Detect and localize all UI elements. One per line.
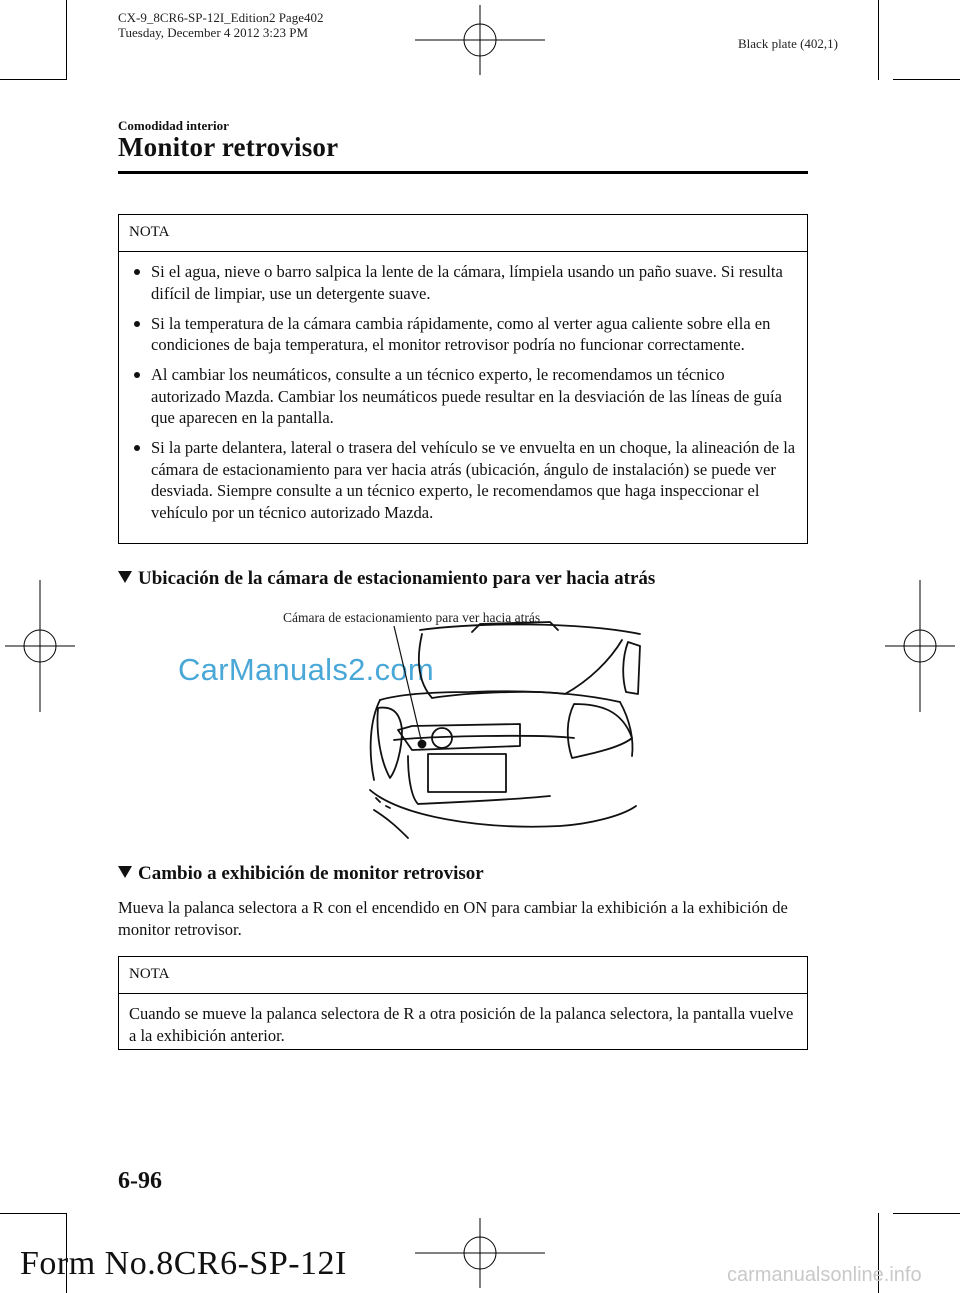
print-slug xyxy=(118,10,323,40)
note-bullet: Si la parte delantera, lateral o trasera del vehículo se ve envuelta en un choque, la alineación de la cámara de estacionamiento para ver hacia atrás (ubicación, ángulo de instalación) se puede ver desviada. Siempre consulte a un técnico experto, le recomendamos que haga inspeccionar el vehículo por un técnico autorizado Mazda. xyxy=(129,437,797,523)
page-title: Monitor retrovisor xyxy=(118,132,339,162)
title-rule xyxy=(118,171,808,174)
bullet-icon xyxy=(134,321,140,327)
plate-label: Black plate (402,1) xyxy=(738,36,838,51)
note-label: NOTA xyxy=(119,215,807,252)
note-body xyxy=(119,252,807,531)
bullet-icon xyxy=(134,269,140,275)
slug-line-2: Tuesday, December 4 2012 3:23 PM xyxy=(118,25,309,40)
note-box xyxy=(118,214,808,544)
bullet-icon xyxy=(134,372,140,378)
note-label: NOTA xyxy=(119,957,807,994)
note-bullet: Al cambiar los neumáticos, consulte a un técnico experto, le recomendamos un técnico autorizado Mazda. Cambiar los neumáticos puede resultar en la desviación de las líneas de guía que aparecen en la pantalla. xyxy=(129,364,797,429)
slug-line-1: CX-9_8CR6-SP-12I_Edition2 Page402 xyxy=(118,10,324,25)
note-box xyxy=(118,956,808,1050)
site-watermark: carmanualsonline.info xyxy=(727,1264,922,1286)
note-text: Cuando se mueve la palanca selectora de R a otra posición de la palanca selectora, la pantalla vuelve a la exhibición anterior. xyxy=(129,1004,794,1045)
section-label: Comodidad interior xyxy=(118,118,229,133)
page-number: 6-96 xyxy=(118,1168,162,1194)
bullet-icon xyxy=(134,445,140,451)
note-bullet: Si la temperatura de la cámara cambia rápidamente, como al verter agua caliente sobre ella en condiciones de baja temperatura, el monitor retrovisor podría no funcionar correctamente. xyxy=(129,313,797,356)
triangle-down-icon xyxy=(118,866,132,878)
section-heading-display-change: Cambio a exhibición de monitor retrovisor xyxy=(118,863,484,885)
figure-callout-label: Cámara de estacionamiento para ver hacia atrás xyxy=(283,610,541,625)
section-heading-camera-location: Ubicación de la cámara de estacionamiento para ver hacia atrás xyxy=(118,568,655,590)
callout-leader-line xyxy=(392,624,432,754)
form-number: Form No.8CR6-SP-12I xyxy=(20,1245,347,1282)
watermark: CarManuals2.com xyxy=(178,652,435,687)
body-paragraph: Mueva la palanca selectora a R con el encendido en ON para cambiar la exhibición a la exhibición de monitor retrovisor. xyxy=(118,898,788,939)
triangle-down-icon xyxy=(118,571,132,583)
note-bullet: Si el agua, nieve o barro salpica la lente de la cámara, límpiela usando un paño suave. Si resulta difícil de limpiar, use un detergente suave. xyxy=(129,261,797,304)
